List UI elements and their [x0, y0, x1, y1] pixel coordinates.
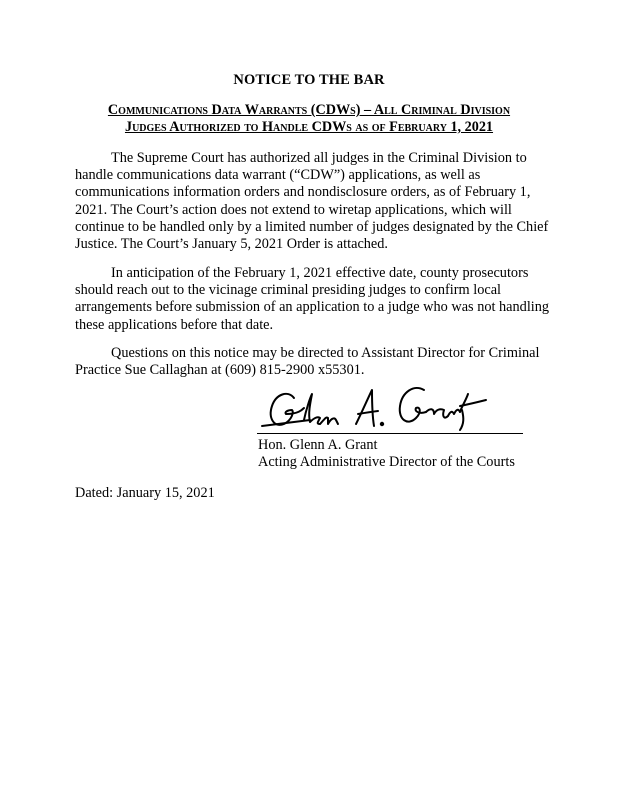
- notice-subtitle: [60, 102, 558, 136]
- subtitle-line-2: Judges Authorized to Handle CDWs as of February 1, 2021: [124, 119, 494, 135]
- paragraph-authorization: The Supreme Court has authorized all judges in the Criminal Division to handle communications data warrant (“CDW”) applications, as well as communications information orders and nondisclosure orders, as of February 1, 2021. The Court’s action does not extend to wiretap applications, which will continue to be handled only by a limited number of judges designated by the Chief Justice. The Court’s January 5, 2021 Order is attached.: [75, 150, 549, 253]
- signer-title: Acting Administrative Director of the Courts: [258, 454, 515, 470]
- signer-name: Hon. Glenn A. Grant: [258, 437, 378, 453]
- handwritten-signature: [258, 380, 488, 438]
- subtitle-line-1: Communications Data Warrants (CDWs) – All Criminal Division: [107, 102, 511, 118]
- paragraph-anticipation: In anticipation of the February 1, 2021 effective date, county prosecutors should reach out to the vicinage criminal presiding judges to confirm local arrangements before submission of an application to a judge who was not handling these applications before that date.: [75, 265, 550, 333]
- dated-line: Dated: January 15, 2021: [75, 485, 215, 501]
- notice-title: NOTICE TO THE BAR: [233, 72, 385, 88]
- paragraph-questions: Questions on this notice may be directed to Assistant Director for Criminal Practice Sue Callaghan at (609) 815-2900 x55301.: [75, 345, 540, 379]
- signature-line: [257, 433, 523, 434]
